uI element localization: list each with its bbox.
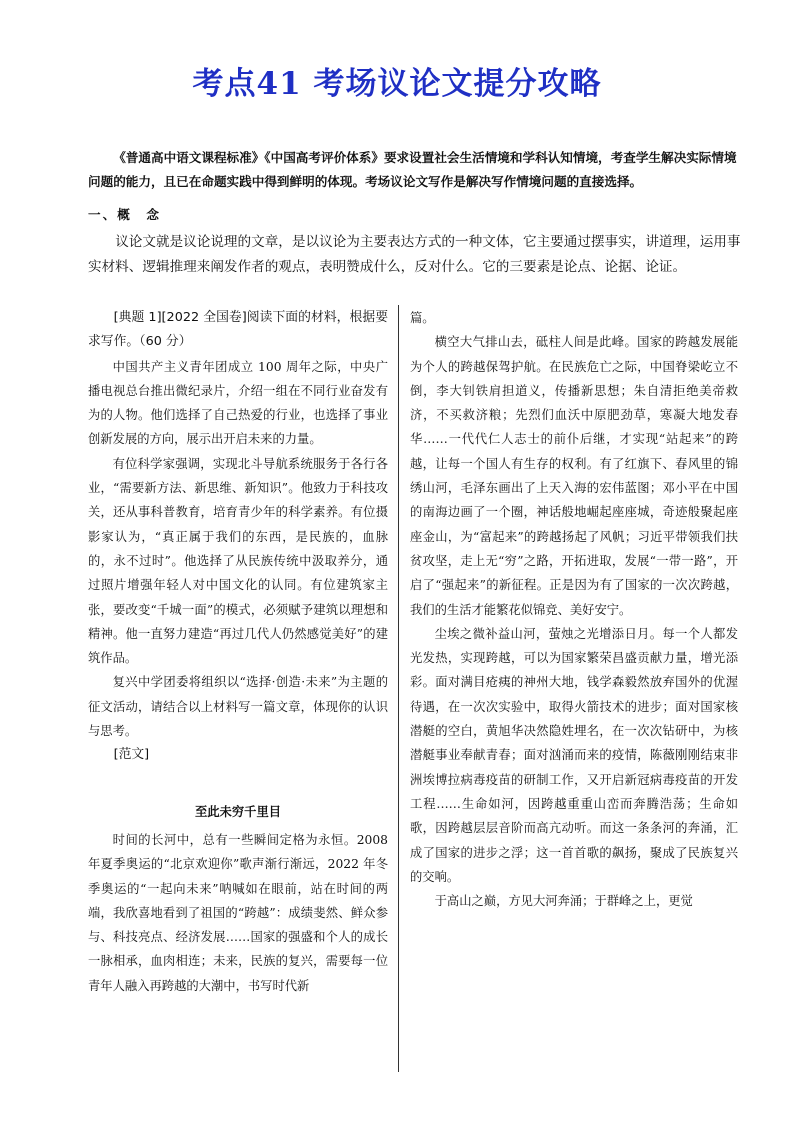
concept-paragraph: 议论文就是议论说理的文章，是以议论为主要表达方式的一种文体，它主要通过摆事实，讲道理，运用事实材料、逻辑推理来阐发作者的观点，表明赞成什么，反对什么。它的三要素是论点、论据、论证。 bbox=[88, 234, 741, 275]
material-paragraph: 中国共产主义青年团成立 100 周年之际，中央广播电视总台推出微纪录片，介绍一组在不同行业奋发有为的人物。他们选择了自己热爱的行业，也选择了事业创新发展的方向，展示出开启未来的力量。 bbox=[88, 359, 388, 447]
essay-paragraph: 横空大气排山去，砥柱人间是此峰。国家的跨越发展能为个人的跨越保驾护航。在民族危亡之际，中国脊梁屹立不倒，李大钊铁肩担道义，传播新思想；朱自清拒绝美帝救济，不买救济粮；先烈们血沃中原肥劲草，寒凝大地发春华……一代代仁人志士的前仆后继，才实现“站起来”的跨越，让每一个国人有生存的权利。有了红旗下、春风里的锦绣山河，毛泽东画出了上天入海的宏伟蓝图；邓小平在中国的南海边画了一个圈，神话般地崛起座座城，奇迹般聚起座座金山，为“富起来”的跨越扬起了风帆；习近平带领我们扶贫攻坚，走上无“穷”之路，开拓进取，发展“一带一路”，开启了“强起来”的新征程。正是因为有了国家的一次次跨越，我们的生活才能繁花似锦竞、美好安宁。 bbox=[410, 335, 738, 617]
right-column bbox=[410, 306, 738, 913]
essay-paragraph-continuation: 篇。 bbox=[410, 311, 435, 325]
intro-paragraph: 《普通高中语文课程标准》《中国高考评价体系》要求设置社会生活情境和学科认知情境，考查学生解决实际情境问题的能力，且已在命题实践中得到鲜明的体现。考场议论文写作是解决写作情境问题的直接选择。 bbox=[88, 150, 737, 189]
material-paragraph: 复兴中学团委将组织以“选择·创造·未来”为主题的征文活动，请结合以上材料写一篇文章，体现你的认识与思考。 bbox=[88, 675, 388, 739]
essay-title: 至此未穷千里目 bbox=[194, 803, 282, 819]
essay-paragraph: 于高山之巅，方见大河奔涌；于群峰之上，更觉 bbox=[434, 894, 693, 909]
essay-paragraph: 尘埃之微补益山河，萤烛之光增添日月。每一个人都发光发热，实现跨越，可以为国家繁荣昌盛贡献力量，增光添彩。面对满目疮痍的神州大地，钱学森毅然放弃国外的优渥待遇，在一次次实验中，取得火箭技术的进步；面对国家核潜艇的空白，黄旭华决然隐姓埋名，在一次次钻研中，为核潜艇事业奉献青春；面对汹涌而来的疫情，陈薇刚刚结束非洲埃博拉病毒疫苗的研制工作，又开启新冠病毒疫苗的开发工程……生命如河，因跨越重重山峦而奔腾浩荡；生命如歌，因跨越层层音阶而高亢动听。而这一条条河的奔涌，汇成了国家的进步之浮；这一首首歌的飙扬，聚成了民族复兴的交响。 bbox=[410, 626, 738, 884]
column-divider bbox=[398, 305, 399, 1072]
left-column bbox=[88, 306, 388, 998]
page-title: 考点41 考场议论文提分攻略 bbox=[192, 66, 602, 102]
essay-paragraph: 时间的长河中，总有一些瞬间定格为永恒。2008 年夏季奥运的“北京欢迎你”歌声渐行渐远，2022 年冬季奥运的“一起向未来”呐喊如在眼前，站在时间的两端，我欣喜地看到了祖国的“跨越”：成绩斐然、鲜众参与、科技亮点、经济发展……国家的强盛和个人的成长一脉相承，血肉相连；未来，民族的复兴，需要每一位青年人融入再跨越的大潮中，书写时代新 bbox=[88, 832, 388, 993]
section-heading-concept: 一、概 念 bbox=[88, 207, 161, 222]
material-paragraph: 有位科学家强调，实现北斗导航系统服务于各行各业，“需要新方法、新思维、新知识”。他致力于科技攻关，还从事科普教育，培育青少年的科学素养。有位摄影家认为，“真正属于我们的东西，是民族的，血脉的，永不过时”。他选择了从民族传统中汲取养分，通过照片增强年轻人对中国文化的认同。有位建筑家主张，要改变“千城一面”的模式，必须赋予建筑以理想和精神。他一直努力建造“再过几代人仍然感觉美好”的建筑作品。 bbox=[88, 456, 388, 666]
model-essay-label: [范文] bbox=[113, 747, 150, 763]
example-question-intro: [典题 1][2022 全国卷]阅读下面的材料，根据要求写作。（60 分） bbox=[88, 310, 388, 350]
